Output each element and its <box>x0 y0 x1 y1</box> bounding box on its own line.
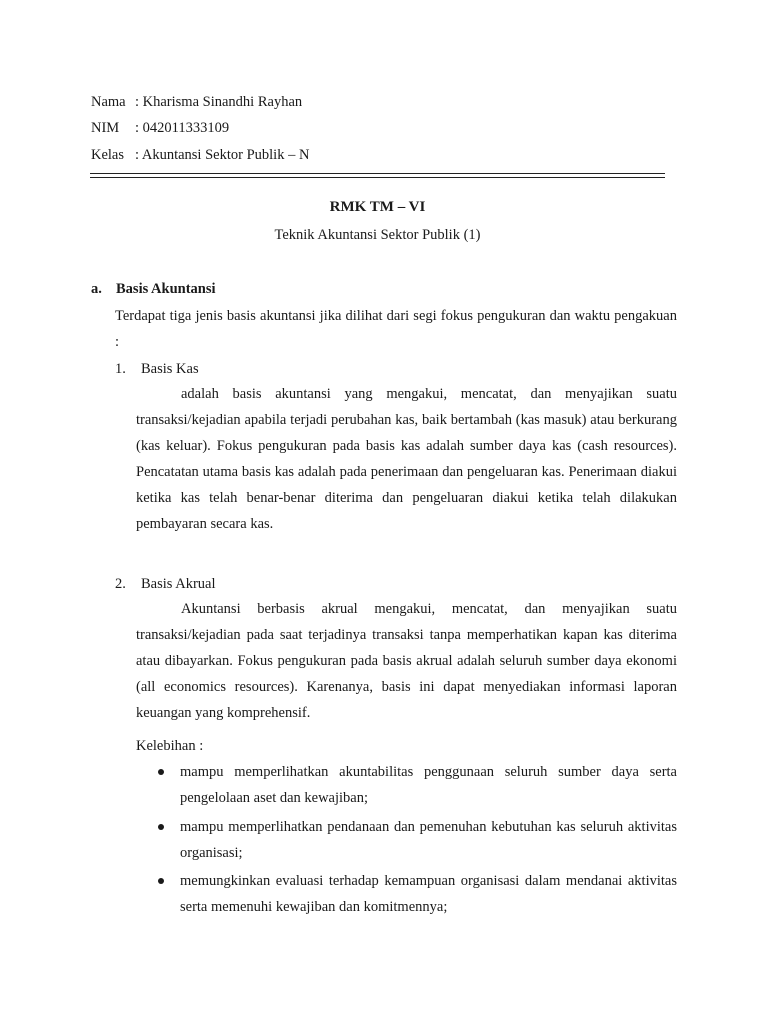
page-subtitle: Teknik Akuntansi Sektor Publik (1) <box>274 227 481 243</box>
header-row-nama <box>91 92 302 112</box>
item-heading-basis-akrual <box>115 574 216 594</box>
section-letter: a. <box>91 281 102 297</box>
section-title: Basis Akuntansi <box>116 281 216 297</box>
list-item: memungkinkan evaluasi terhadap kemampuan organisasi dalam mendanai aktivitas serta memenuhi kewajiban dan komitmennya; <box>180 873 677 915</box>
header-label: Nama <box>91 94 126 110</box>
list-item: mampu memperlihatkan akuntabilitas penggunaan seluruh sumber daya serta pengelolaan aset dan kewajiban; <box>180 764 677 806</box>
header-value: : 042011333109 <box>135 120 230 136</box>
header-label: NIM <box>91 120 120 136</box>
header-divider-bottom <box>90 177 665 178</box>
item-paragraph-basis-kas: adalah basis akuntansi yang mengakui, mencatat, dan menyajikan suatu transaksi/kejadian apabila terjadi perubahan kas, baik bertambah (kas masuk) atau berkurang (kas keluar). Fokus pengukuran pada basis kas adalah sumber daya kas (cash resources). Pencatatan utama basis kas adalah pada penerimaan dan pengeluaran kas. Penerimaan diakui ketika kas telah benar-benar diterima dan pengeluaran diakui ketika telah dilakukan pembayaran secara kas. <box>136 386 677 532</box>
item-title: Basis Akrual <box>141 576 216 592</box>
page-title: RMK TM – VI <box>329 199 426 215</box>
item-heading-basis-kas <box>115 359 199 379</box>
header-label: Kelas <box>91 147 125 163</box>
bullet-icon <box>158 878 164 884</box>
list-item: mampu memperlihatkan pendanaan dan pemenuhan kebutuhan kas seluruh aktivitas organisasi; <box>180 819 677 861</box>
header-row-nim <box>91 118 229 138</box>
item-paragraph-basis-akrual: Akuntansi berbasis akrual mengakui, mencatat, dan menyajikan suatu transaksi/kejadian pada saat terjadinya transaksi tanpa memperhatikan kapan kas diterima atau dibayarkan. Fokus pengukuran pada basis akrual adalah seluruh sumber daya ekonomi (all economics resources). Karenanya, basis ini dapat menyediakan informasi laporan keuangan yang komprehensif. <box>136 601 677 721</box>
item-number: 1. <box>115 361 126 377</box>
item-number: 2. <box>115 576 126 592</box>
section-heading <box>91 281 216 298</box>
item-title: Basis Kas <box>141 361 199 377</box>
header-divider-top <box>90 173 665 174</box>
header-row-kelas <box>91 145 309 165</box>
section-intro: Terdapat tiga jenis basis akuntansi jika dilihat dari segi fokus pengukuran dan waktu pengakuan : <box>115 308 677 350</box>
advantages-label: Kelebihan : <box>136 738 204 754</box>
header-value: : Kharisma Sinandhi Rayhan <box>135 94 303 110</box>
header-value: : Akuntansi Sektor Publik – N <box>135 147 310 163</box>
bullet-icon <box>158 824 164 830</box>
bullet-icon <box>158 769 164 775</box>
